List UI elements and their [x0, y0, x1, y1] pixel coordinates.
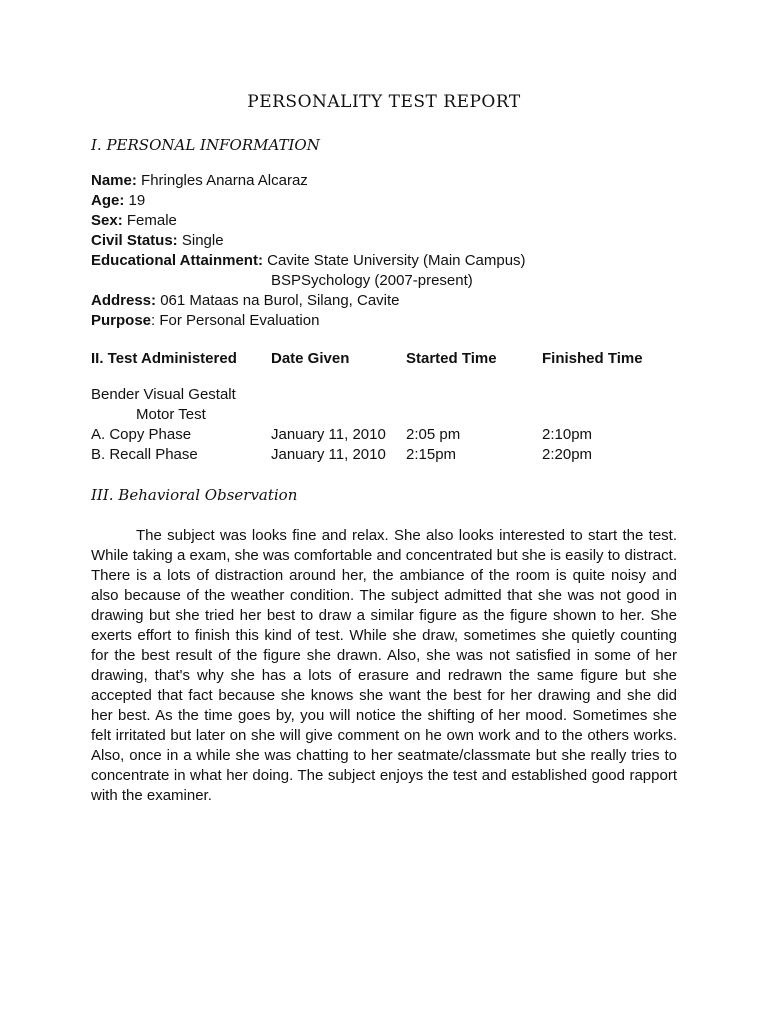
civil-status-row: [91, 231, 526, 251]
personal-info-block: [91, 171, 526, 331]
header-started-time: Started Time: [406, 350, 497, 367]
copy-phase-label: A. Copy Phase: [91, 426, 192, 443]
education-course-value: BSPSychology (2007-present): [271, 272, 473, 289]
sex-row: [91, 211, 526, 231]
civil-status-value: Single: [181, 232, 224, 249]
test-administered-table: [91, 349, 682, 465]
test-name-line2: Motor Test: [136, 406, 206, 423]
address-label: Address:: [91, 292, 157, 309]
copy-phase-date: January 11, 2010: [271, 426, 386, 443]
education-label: Educational Attainment:: [91, 252, 263, 269]
education-row: [91, 251, 526, 271]
header-finished-time: Finished Time: [542, 350, 643, 367]
header-date-given: Date Given: [271, 350, 350, 367]
section-personal-info-heading: I. PERSONAL INFORMATION: [91, 136, 320, 154]
education-value: Cavite State University (Main Campus): [267, 252, 526, 269]
address-row: [91, 291, 526, 311]
civil-status-label: Civil Status:: [91, 232, 178, 249]
recall-phase-date: January 11, 2010: [271, 446, 386, 463]
table-row: [91, 445, 682, 465]
recall-phase-finish: 2:20pm: [542, 446, 593, 463]
test-name-row-2: [91, 405, 682, 425]
name-value: Fhringles Anarna Alcaraz: [141, 172, 308, 189]
table-row: [91, 425, 682, 445]
age-value: 19: [128, 192, 146, 209]
name-row: [91, 171, 526, 191]
purpose-row: [91, 311, 526, 331]
recall-phase-start: 2:15pm: [406, 446, 457, 463]
test-name-row: [91, 385, 682, 405]
behavioral-observation-paragraph: The subject was looks fine and relax. She also looks interested to start the test. While taking a exam, she was comfortable and concentrated but she is easily to distract. There is a lots of distraction around her, the ambiance of the room is quite noisy and also because of the weather condition. The subject admitted that she was not good in drawing but she tried her best to draw a similar figure as the figure shown to her. She exerts effort to finish this kind of test. While she draw, sometimes she quietly counting for the best result of the figure she drawn. Also, she was not satisfied in some of her drawing, that's why she has a lots of erasure and redrawn the same figure but she accepted that fact because she knows she want the best for her drawing and she did her best. As the time goes by, you will notice the shifting of her mood. Sometimes she felt irritated but later on she will give comment on he own work and to the others works. Also, once in a while she was chatting to her seatmate/classmate but she really tries to concentrate in what her doing. The subject enjoys the test and established good rapport with the examiner.: [91, 527, 677, 804]
name-label: Name:: [91, 172, 137, 189]
recall-phase-label: B. Recall Phase: [91, 446, 198, 463]
purpose-value: : For Personal Evaluation: [151, 312, 320, 329]
education-course-row: [91, 271, 526, 291]
age-label: Age:: [91, 192, 125, 209]
section-behavioral-observation-heading: III. Behavioral Observation: [91, 486, 298, 504]
purpose-label: Purpose: [91, 312, 152, 329]
table-header-row: [91, 349, 682, 369]
sex-value: Female: [126, 212, 177, 229]
report-title: PERSONALITY TEST REPORT: [247, 92, 521, 112]
copy-phase-finish: 2:10pm: [542, 426, 593, 443]
test-name-line1: Bender Visual Gestalt: [91, 386, 236, 403]
sex-label: Sex:: [91, 212, 123, 229]
header-test-administered: II. Test Administered: [91, 350, 237, 367]
copy-phase-start: 2:05 pm: [406, 426, 461, 443]
age-row: [91, 191, 526, 211]
address-value: 061 Mataas na Burol, Silang, Cavite: [160, 292, 400, 309]
